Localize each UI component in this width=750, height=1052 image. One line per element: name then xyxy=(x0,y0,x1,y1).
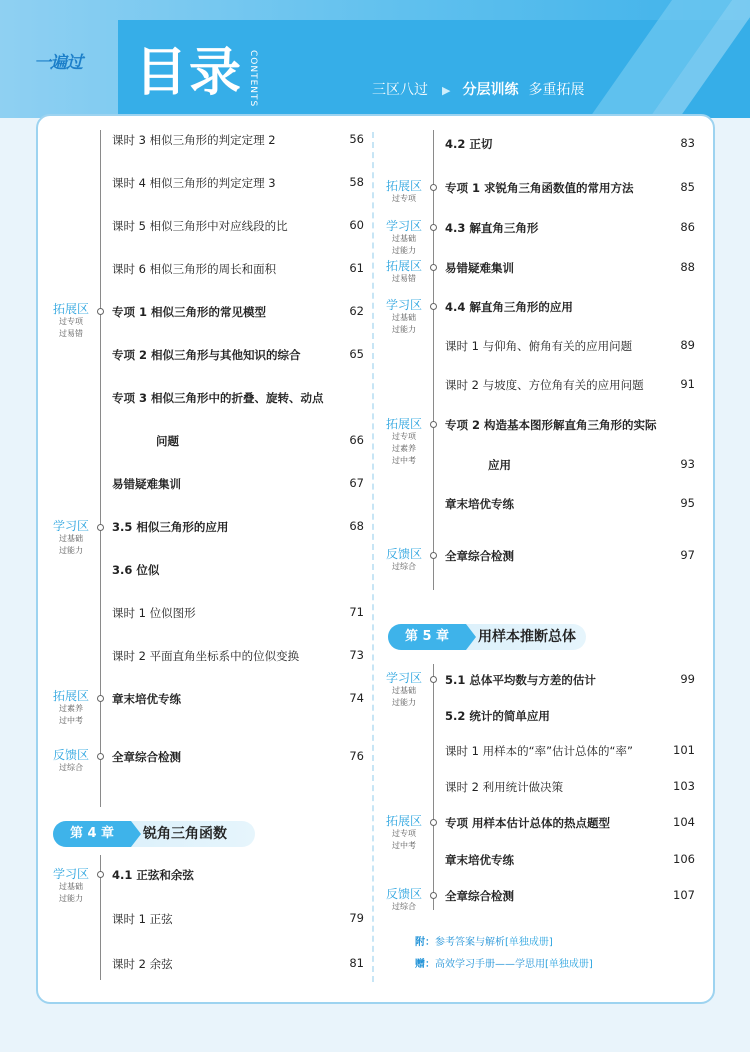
toc-row[interactable]: 章末培优专练 95 xyxy=(445,496,695,511)
zone-bullet xyxy=(430,264,437,271)
appendix-note: 附：参考答案与解析[单独成册] xyxy=(415,937,553,948)
right-timeline-1 xyxy=(433,130,434,590)
zone-bullet xyxy=(430,676,437,683)
toc-row[interactable]: 专项 1 求锐角三角函数值的常用方法 85 xyxy=(445,180,695,195)
toc-row[interactable]: 章末培优专练 74 xyxy=(112,691,364,706)
toc-row[interactable]: 课时 1 用样本的“率”估计总体的“率” 101 xyxy=(445,743,695,758)
toc-row[interactable]: 5.1 总体平均数与方差的估计 99 xyxy=(445,672,695,687)
chapter-4-banner[interactable] xyxy=(53,821,255,847)
toc-row[interactable]: 全章综合检测 97 xyxy=(445,548,695,563)
toc-row[interactable]: 课时 1 与仰角、俯角有关的应用问题 89 xyxy=(445,338,695,353)
toc-row[interactable]: 课时 1 正弦 79 xyxy=(112,911,364,926)
toc-row[interactable]: 课时 2 余弦 81 xyxy=(112,956,364,971)
zone-bullet xyxy=(97,871,104,878)
toc-row[interactable]: 易错疑难集训 88 xyxy=(445,260,695,275)
zone-bullet xyxy=(97,308,104,315)
chapter-title: 锐角三角函数 xyxy=(143,826,227,842)
zone-tag: 拓展区 过素养 过中考 xyxy=(52,689,89,725)
column-divider xyxy=(372,132,374,982)
zone-bullet xyxy=(97,524,104,531)
toc-row[interactable]: 3.6 位似 xyxy=(112,563,160,577)
toc-row[interactable]: 专项 3 相似三角形中的折叠、旋转、动点 xyxy=(112,391,324,405)
left-timeline-1 xyxy=(100,130,101,807)
zone-tag: 反馈区 过综合 xyxy=(385,547,422,571)
zone-bullet xyxy=(430,224,437,231)
zone-tag: 反馈区 过综合 xyxy=(52,748,89,772)
page-title: 目录 xyxy=(135,43,244,103)
toc-row[interactable]: 4.3 解直角三角形 86 xyxy=(445,220,695,235)
toc-row[interactable]: 专项 1 相似三角形的常见模型 62 xyxy=(112,304,364,319)
toc-row[interactable]: 课时 2 利用统计做决策 103 xyxy=(445,779,695,794)
slogan-c: 多重拓展 xyxy=(528,82,585,98)
brand-logo xyxy=(34,48,100,73)
toc-row[interactable]: 专项 用样本估计总体的热点题型 104 xyxy=(445,815,695,830)
zone-tag: 学习区 过基础 过能力 xyxy=(385,671,422,707)
zone-tag: 拓展区 过易错 xyxy=(385,259,422,283)
toc-row[interactable]: 5.2 统计的简单应用 xyxy=(445,709,550,723)
brand-logo-text: 一遍过 xyxy=(34,53,82,73)
chapter-badge: 第 5 章 xyxy=(388,624,466,650)
zone-bullet xyxy=(97,695,104,702)
zone-bullet xyxy=(430,552,437,559)
toc-row[interactable]: 4.4 解直角三角形的应用 xyxy=(445,300,573,314)
zone-tag: 学习区 过基础 过能力 xyxy=(385,219,422,255)
toc-row[interactable]: 全章综合检测 107 xyxy=(445,888,695,903)
toc-row[interactable]: 专项 2 相似三角形与其他知识的综合 65 xyxy=(112,347,364,362)
zone-tag: 学习区 过基础 过能力 xyxy=(385,298,422,334)
zone-bullet xyxy=(430,184,437,191)
slogan-b: 分层训练 xyxy=(462,82,519,98)
chapter-title: 用样本推断总体 xyxy=(478,629,576,645)
zone-tag: 拓展区 过专项 xyxy=(385,179,422,203)
zone-tag: 拓展区 过专项 过易错 xyxy=(52,302,89,338)
toc-row[interactable]: 课时 4 相似三角形的判定定理 3 58 xyxy=(112,175,364,190)
toc-row[interactable]: 3.5 相似三角形的应用 68 xyxy=(112,519,364,534)
toc-row[interactable]: 应用 93 xyxy=(488,457,695,472)
toc-row[interactable]: 易错疑难集训 67 xyxy=(112,476,364,491)
right-timeline-2 xyxy=(433,664,434,910)
toc-row[interactable]: 专项 2 构造基本图形解直角三角形的实际 xyxy=(445,418,657,432)
gift-note: 赠：高效学习手册——学思用[单独成册] xyxy=(415,959,593,970)
zone-tag: 反馈区 过综合 xyxy=(385,887,422,911)
toc-row[interactable]: 4.1 正弦和余弦 xyxy=(112,868,194,882)
zone-tag: 拓展区 过专项 过素养 过中考 xyxy=(385,417,422,465)
toc-row[interactable]: 课时 5 相似三角形中对应线段的比 60 xyxy=(112,218,364,233)
header-banner xyxy=(0,0,750,118)
toc-row[interactable]: 课时 2 平面直角坐标系中的位似变换 73 xyxy=(112,648,364,663)
arrow-icon: ▶ xyxy=(442,84,451,97)
zone-bullet xyxy=(97,753,104,760)
chapter-badge: 第 4 章 xyxy=(53,821,131,847)
toc-row[interactable]: 课时 2 与坡度、方位角有关的应用问题 91 xyxy=(445,377,695,392)
zone-bullet xyxy=(430,303,437,310)
toc-row[interactable]: 课时 6 相似三角形的周长和面积 61 xyxy=(112,261,364,276)
zone-bullet xyxy=(430,892,437,899)
zone-bullet xyxy=(430,421,437,428)
slogan xyxy=(372,79,584,99)
chapter-5-banner[interactable] xyxy=(388,624,586,650)
zone-tag: 学习区 过基础 过能力 xyxy=(52,519,89,555)
toc-row[interactable]: 全章综合检测 76 xyxy=(112,749,364,764)
toc-row[interactable]: 课时 1 位似图形 71 xyxy=(112,605,364,620)
toc-row[interactable]: 课时 3 相似三角形的判定定理 2 56 xyxy=(112,132,364,147)
zone-tag: 学习区 过基础 过能力 xyxy=(52,867,89,903)
zone-tag: 拓展区 过专项 过中考 xyxy=(385,814,422,850)
zone-bullet xyxy=(430,819,437,826)
toc-row[interactable]: 章末培优专练 106 xyxy=(445,852,695,867)
page-title-en: CONTENTS xyxy=(248,50,258,108)
slogan-a: 三区八过 xyxy=(372,82,428,98)
toc-row[interactable]: 问题 66 xyxy=(156,433,364,448)
toc-row[interactable]: 4.2 正切 83 xyxy=(445,136,695,151)
